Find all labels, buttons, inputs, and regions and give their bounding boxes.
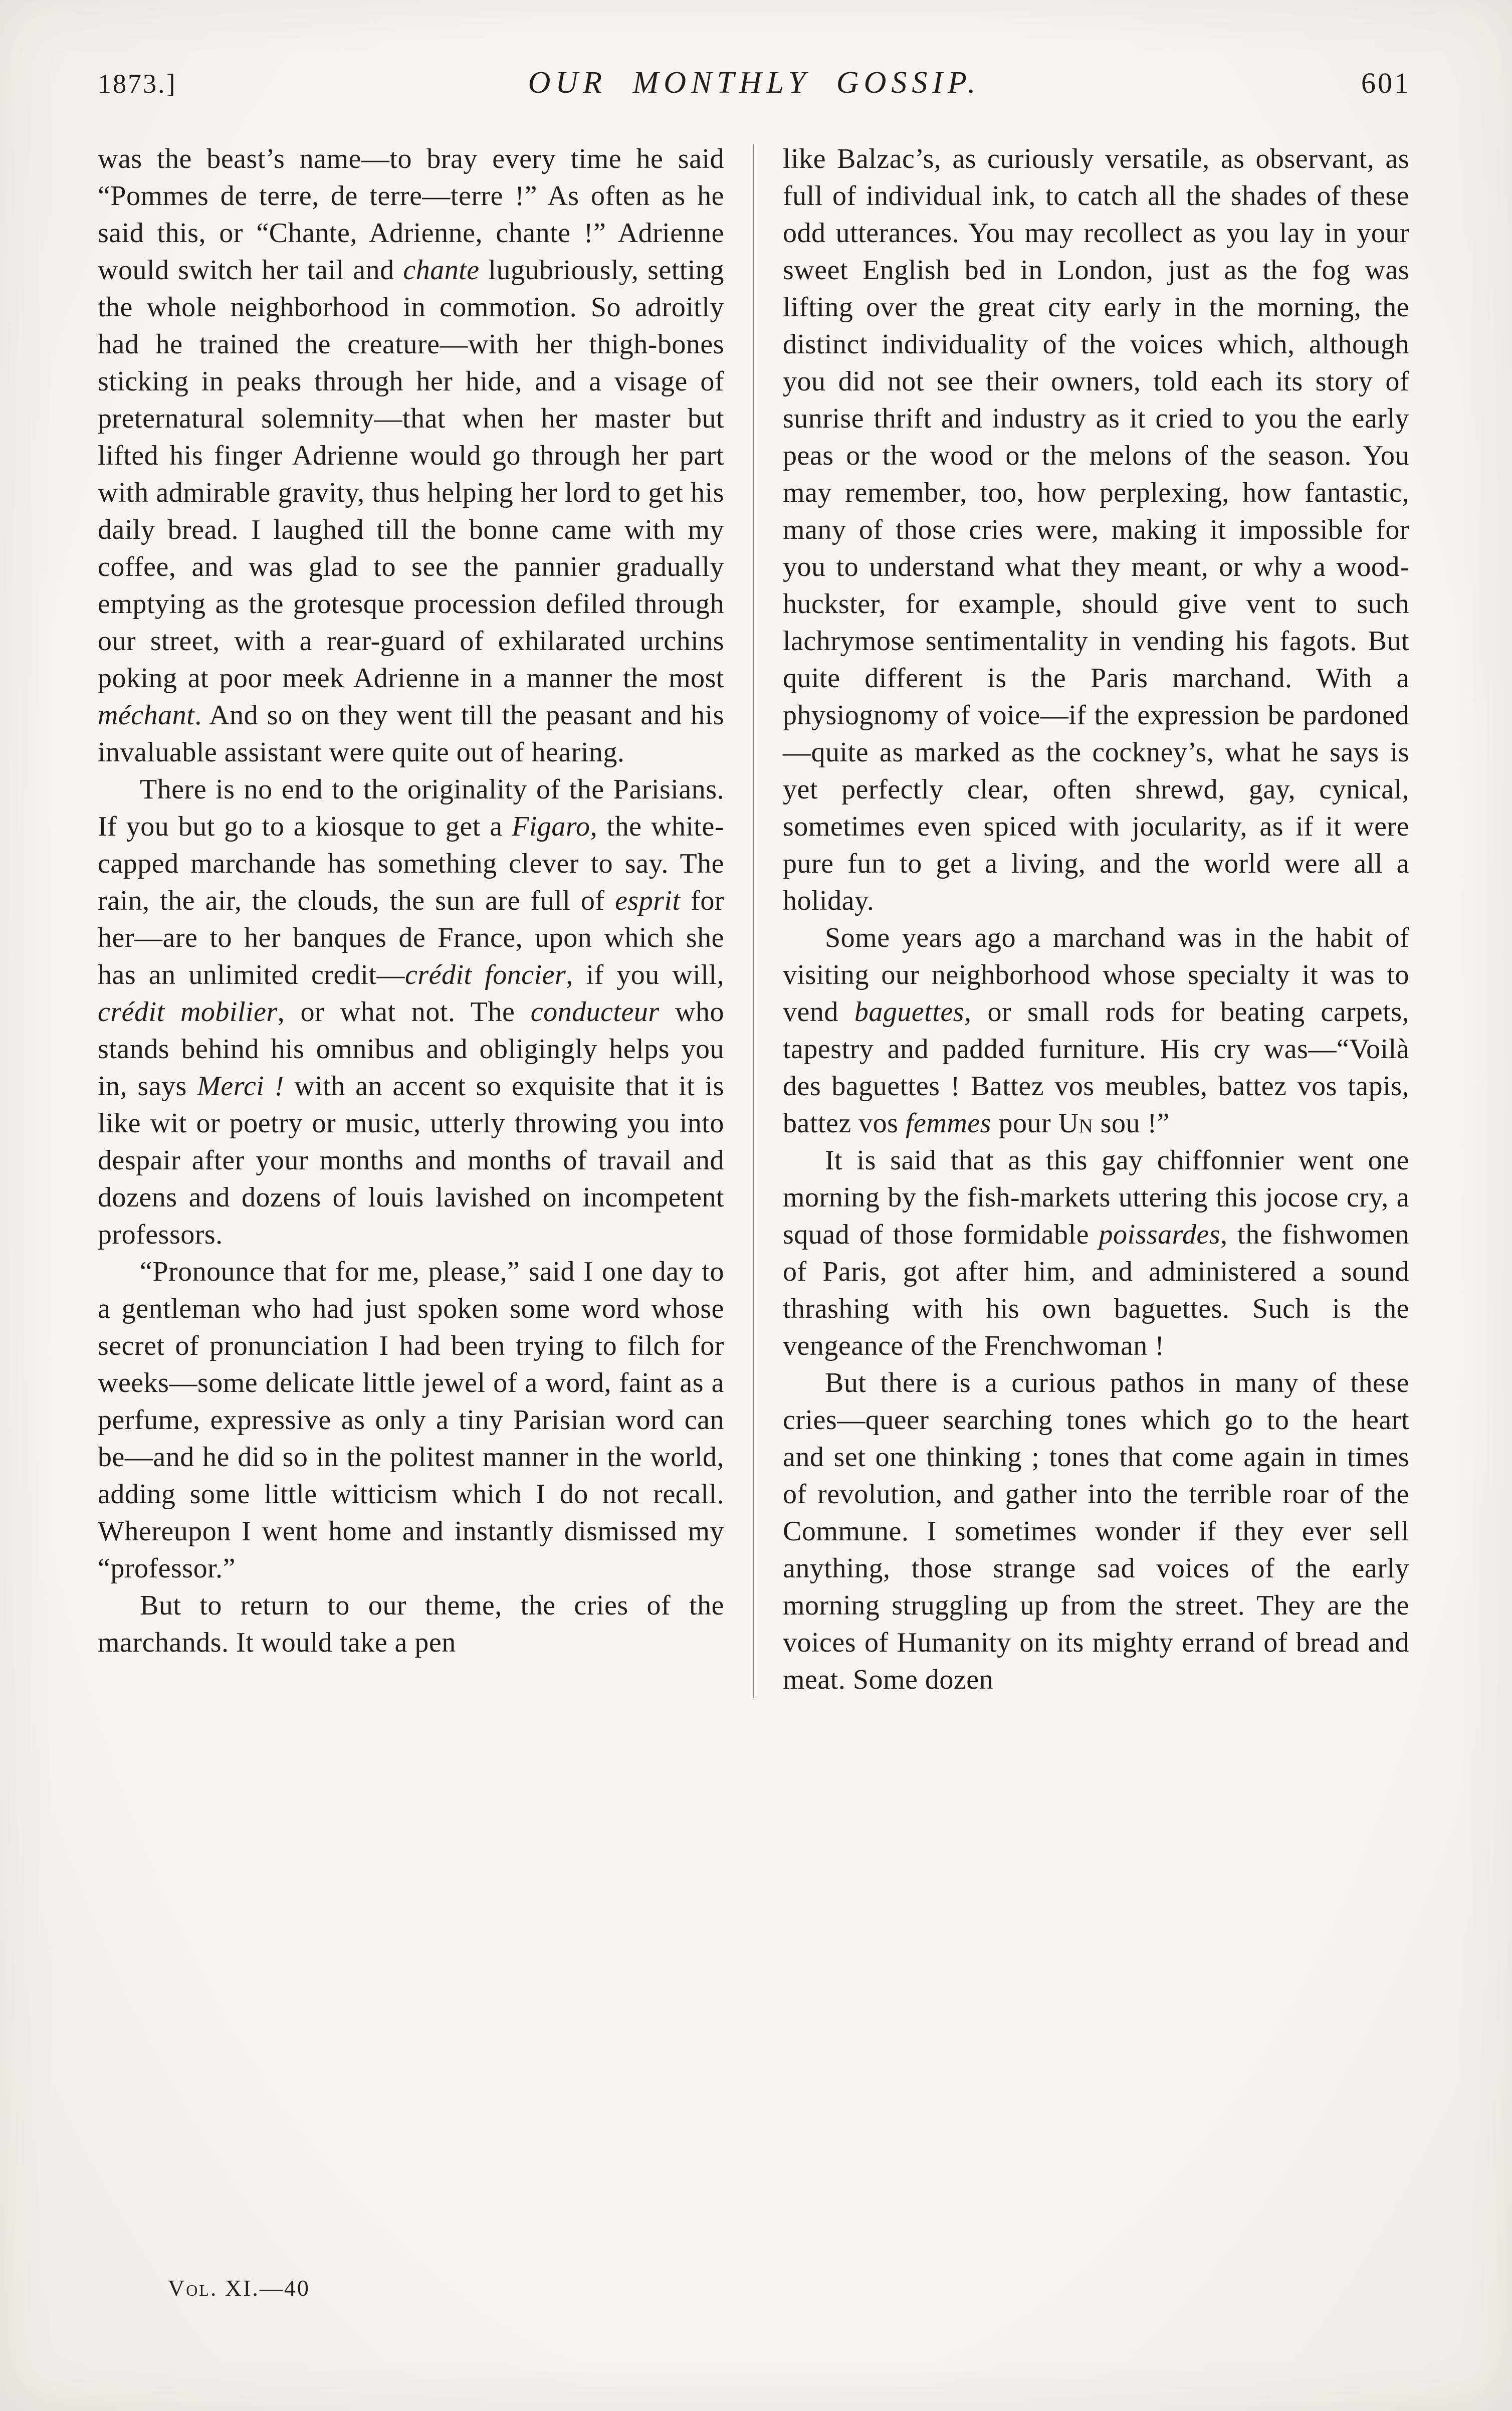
column-left [98,140,724,1698]
header-year: 1873.] [98,69,177,99]
text-columns [98,140,1411,1698]
page-header [98,65,1411,101]
column-divider [753,144,754,1698]
page-title: OUR MONTHLY GOSSIP. [528,66,981,100]
paragraph: “Pronounce that for me, please,” said I one day to a gentleman who had just spoken some word whose secret of pronunciation I had been trying to filch for weeks—some delicate little jewel of a word, faint as a perfume, expressive as only a tiny Parisian word can be—and he did so in the politest manner in the world, adding some little witticism which I do not recall. Whereupon I went home and instantly dismissed my “professor.” [98,1256,724,1584]
volume-footer: Vol. XI.—40 [168,2275,310,2301]
paragraph: like Balzac’s, as curiously versatile, as observant, as full of individual ink, to catch all the shades of these odd utterances. You may recollect as you lay in your sweet English bed in London, just as the fog was lifting over the great city early in the morning, the distinct individuality of the voices which, although you did not see their owners, told each its story of sunrise thrift and industry as it cried to you the early peas or the wood or the melons of the season. You may remember, too, how perplexing, how fantastic, many of those cries were, making it impossible for you to understand what they meant, or why a wood-huckster, for example, should give vent to such lachrymose sentimentality in vending his fagots. But quite different is the Paris marchand. With a physiognomy of voice—if the expression be pardoned—quite as marked as the cockney’s, what he says is yet perfectly clear, often shrewd, gay, cynical, sometimes even spiced with jocularity, as if it were pure fun to get a living, and the world were all a holiday. [783,143,1409,916]
paragraph: But to return to our theme, the cries of the marchands. It would take a pen [98,1590,724,1658]
page-number: 601 [1361,67,1411,99]
paragraph: It is said that as this gay chiffonnier went one morning by the fish-markets uttering this jocose cry, a squad of those formidable poissardes, the fishwomen of Paris, got after him, and administered a sound thrashing with his own baguettes. Such is the vengeance of the Frenchwoman ! [783,1145,1409,1361]
paragraph: was the beast’s name—to bray every time he said “Pommes de terre, de terre—terre !” As often as he said this, or “Chante, Adrienne, chante !” Adrienne would switch her tail and chante lugubriously, setting the whole neighborhood in commotion. So adroitly had he trained the creature—with her thigh-bones sticking in peaks through her hide, and a visage of preternatural solemnity—that when her master but lifted his finger Adrienne would go through her part with admirable gravity, thus helping her lord to get his daily bread. I laughed till the bonne came with my coffee, and was glad to see the pannier gradually emptying as the grotesque procession defiled through our street, with a rear-guard of exhilarated urchins poking at poor meek Adrienne in a manner the most méchant. And so on they went till the peasant and his invaluable assistant were quite out of hearing. [98,143,724,768]
paragraph: Some years ago a marchand was in the habit of visiting our neighborhood whose specialty it was to vend baguettes, or small rods for beating carpets, tapestry and padded furniture. His cry was—“Voilà des baguettes ! Battez vos meubles, battez vos tapis, battez vos femmes pour Un sou !” [783,922,1409,1139]
paragraph: There is no end to the originality of the Parisians. If you but go to a kiosque to get a Figaro, the white-capped marchande has something clever to say. The rain, the air, the clouds, the sun are full of esprit for her—are to her banques de France, upon which she has an unlimited credit—crédit foncier, if you will, crédit mobilier, or what not. The conducteur who stands behind his omnibus and obligingly helps you in, says Merci ! with an accent so exquisite that it is like wit or poetry or music, utterly throwing you into despair after your months and months of travail and dozens and dozens of louis lavished on incompetent professors. [98,774,725,1250]
paragraph: But there is a curious pathos in many of these cries—queer searching tones which go to the heart and set one thinking ; tones that come again in times of revolution, and gather into the terrible roar of the Commune. I sometimes wonder if they ever sell anything, those strange sad voices of the early morning struggling up from the street. They are the voices of Humanity on its mighty errand of bread and meat. Some dozen [783,1367,1409,1695]
column-right [783,140,1409,1698]
